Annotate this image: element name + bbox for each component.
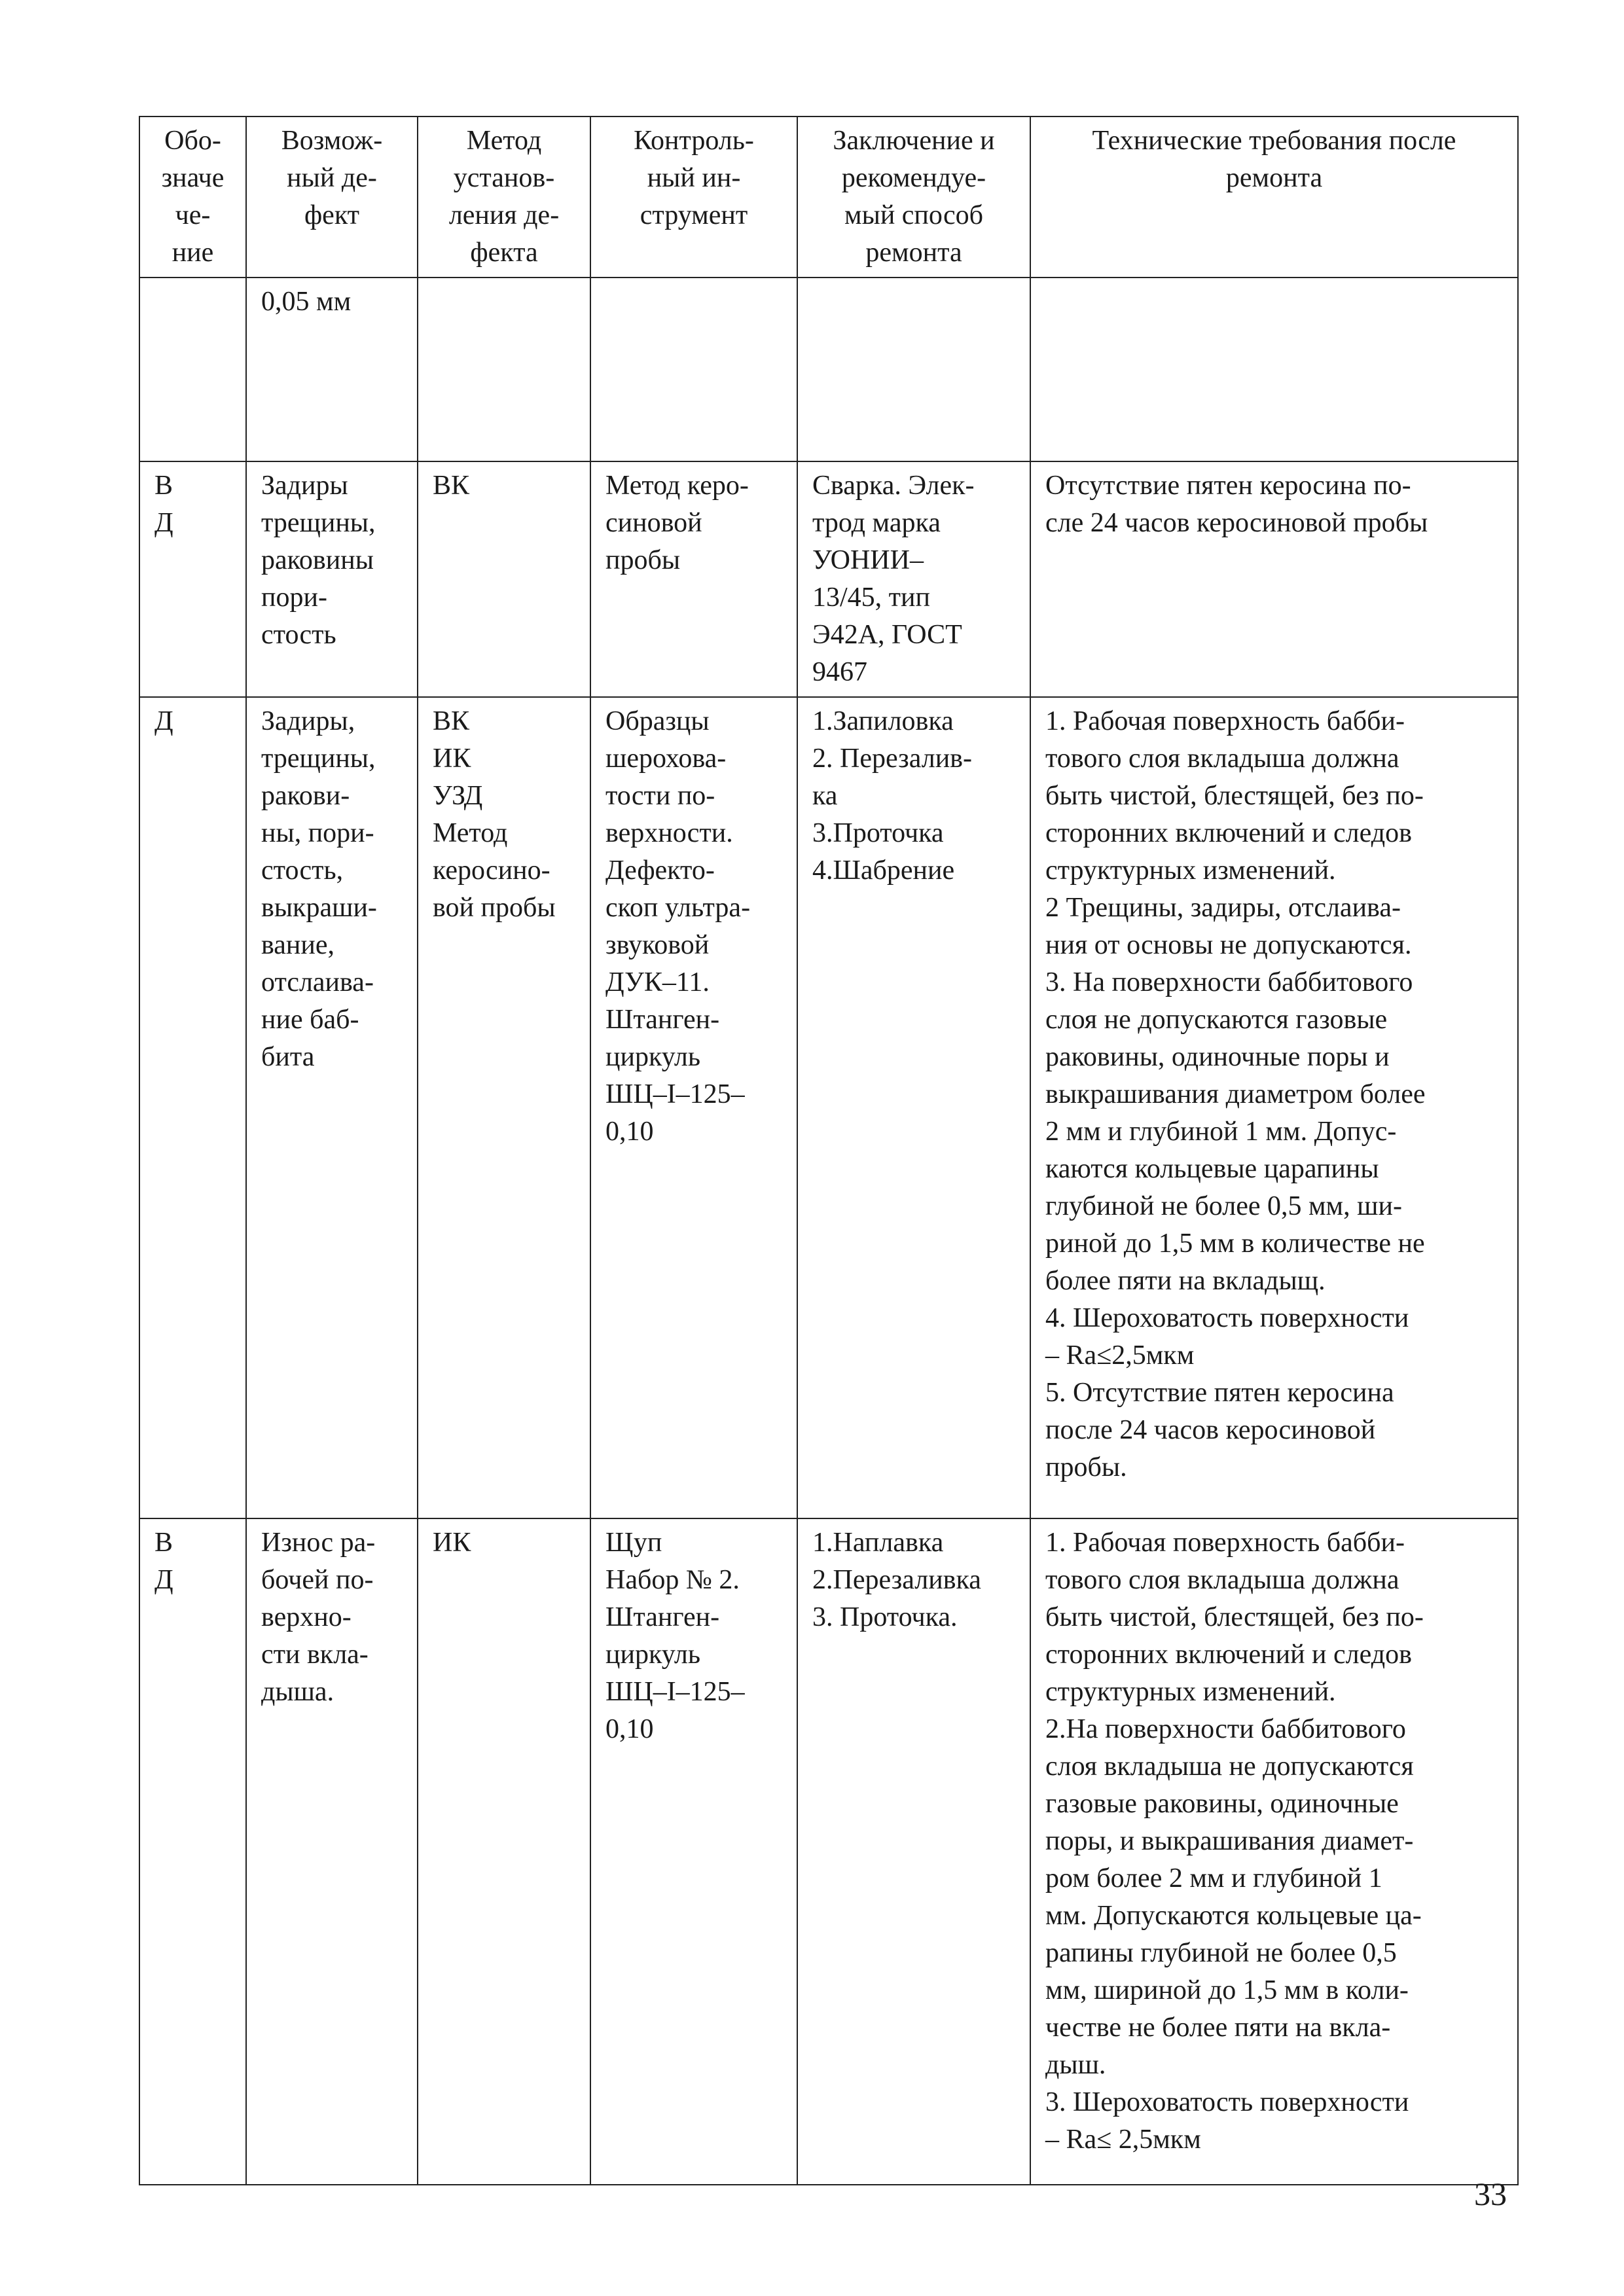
cell-possible-defect <box>246 697 418 1518</box>
cell-line: В <box>154 1528 173 1558</box>
cell-line: Образцы <box>605 706 710 736</box>
cell-line: ка <box>812 781 838 811</box>
cell-line: сти вкла- <box>261 1640 369 1670</box>
cell-line: ны, пори- <box>261 818 374 848</box>
header-row <box>139 117 1518 278</box>
cell-line: 2. Перезалив- <box>812 744 972 774</box>
cell-line: трещины, <box>261 744 376 774</box>
cell-line: 13/45, тип <box>812 583 930 613</box>
header-control-tool <box>590 117 797 278</box>
cell-line: шерохова- <box>605 744 727 774</box>
cell-designation <box>139 697 246 1518</box>
cell-line: пори- <box>261 583 327 613</box>
cell-line: ШЦ–I–125– <box>605 1079 745 1109</box>
cell-possible-defect <box>246 1518 418 2185</box>
cell-line: керосино- <box>433 855 550 886</box>
cell-line: мм, шириной до 1,5 мм в коли- <box>1045 1975 1409 2005</box>
cell-line: рекомендуе- <box>841 163 986 193</box>
cell-line: фект <box>304 200 360 230</box>
cell-line: Д <box>154 508 173 538</box>
cell-technical-requirements <box>1030 278 1518 461</box>
cell-line: поры, и выкрашивания диамет- <box>1045 1826 1414 1856</box>
cell-line: Метод <box>466 126 542 156</box>
cell-designation <box>139 461 246 697</box>
cell-line: Э42А, ГОСТ <box>812 620 962 650</box>
cell-line: стость, <box>261 855 344 886</box>
cell-line: пробы. <box>1045 1452 1127 1482</box>
cell-line: выкраши- <box>261 893 377 923</box>
cell-line: сторонних включений и следов <box>1045 1640 1412 1670</box>
cell-line: Возмож- <box>281 126 383 156</box>
cell-possible-defect <box>246 278 418 461</box>
header-detection-method <box>418 117 590 278</box>
cell-line: ния от основы не допускаются. <box>1045 930 1412 960</box>
cell-line: слоя не допускаются газовые <box>1045 1005 1388 1035</box>
cell-line: верхности. <box>605 818 733 848</box>
cell-line: верхно- <box>261 1602 352 1632</box>
cell-line: ДУК–11. <box>605 967 710 997</box>
cell-repair-conclusion <box>797 461 1030 697</box>
cell-line: пробы <box>605 545 681 575</box>
cell-repair-conclusion <box>797 1518 1030 2185</box>
cell-line: честве не более пяти на вкла- <box>1045 2013 1391 2043</box>
cell-line: 3.Проточка <box>812 818 944 848</box>
cell-line: ние <box>171 238 214 268</box>
cell-control-tool <box>590 461 797 697</box>
cell-line: установ- <box>453 163 555 193</box>
cell-detection-method <box>418 278 590 461</box>
cell-line: Набор № 2. <box>605 1565 740 1595</box>
cell-line: газовые раковины, одиночные <box>1045 1789 1399 1819</box>
cell-line: 3. На поверхности баббитового <box>1045 967 1413 997</box>
cell-line: 4. Шероховатость поверхности <box>1045 1303 1409 1333</box>
cell-line: скоп ультра- <box>605 893 751 923</box>
cell-line: 2 мм и глубиной 1 мм. Допус- <box>1045 1117 1397 1147</box>
cell-line: УЗД <box>433 781 483 811</box>
cell-detection-method <box>418 697 590 1518</box>
cell-line: риной до 1,5 мм в количестве не <box>1045 1229 1425 1259</box>
cell-line: 2.На поверхности баббитового <box>1045 1714 1406 1744</box>
cell-line: УОНИИ– <box>812 545 924 575</box>
cell-line: сторонних включений и следов <box>1045 818 1412 848</box>
cell-line: 0,05 мм <box>261 287 352 317</box>
cell-line: ИК <box>433 1528 471 1558</box>
cell-line: тового слоя вкладыша должна <box>1045 744 1399 774</box>
cell-line: Задиры, <box>261 706 355 736</box>
cell-line: ром более 2 мм и глубиной 1 <box>1045 1863 1382 1893</box>
cell-line: Заключение и <box>833 126 995 156</box>
cell-line: Контроль- <box>634 126 754 156</box>
cell-line: 1. Рабочая поверхность бабби- <box>1045 706 1405 736</box>
cell-line: ракови- <box>261 781 350 811</box>
cell-line: дыша. <box>261 1677 334 1707</box>
cell-line: циркуль <box>605 1042 701 1072</box>
table-row <box>139 1518 1518 2185</box>
cell-line: значе <box>161 163 225 193</box>
defect-table <box>139 116 1519 2185</box>
header-repair-conclusion <box>797 117 1030 278</box>
cell-line: Щуп <box>605 1528 662 1558</box>
cell-line: ИК <box>433 744 471 774</box>
cell-line: циркуль <box>605 1640 701 1670</box>
cell-line: 4.Шабрение <box>812 855 955 886</box>
cell-designation <box>139 278 246 461</box>
cell-line: Сварка. Элек- <box>812 471 975 501</box>
header-designation <box>139 117 246 278</box>
cell-line: структурных изменений. <box>1045 1677 1336 1707</box>
cell-detection-method <box>418 461 590 697</box>
cell-technical-requirements <box>1030 461 1518 697</box>
cell-line: Д <box>154 706 173 736</box>
cell-line: тости по- <box>605 781 715 811</box>
cell-line: Дефекто- <box>605 855 715 886</box>
cell-line: 1. Рабочая поверхность бабби- <box>1045 1528 1405 1558</box>
cell-line: ный ин- <box>647 163 741 193</box>
cell-line: ный де- <box>287 163 377 193</box>
cell-line: отслаива- <box>261 967 374 997</box>
header-technical-requirements <box>1030 117 1518 278</box>
cell-control-tool <box>590 278 797 461</box>
cell-line: 1.Наплавка <box>812 1528 944 1558</box>
cell-line: трод марка <box>812 508 941 538</box>
cell-line: мый способ <box>844 200 983 230</box>
cell-line: В <box>154 471 173 501</box>
cell-line: вание, <box>261 930 335 960</box>
cell-line: Обо- <box>164 126 221 156</box>
cell-line: структурных изменений. <box>1045 855 1336 886</box>
cell-line: струмент <box>640 200 748 230</box>
cell-control-tool <box>590 1518 797 2185</box>
cell-line: Метод <box>433 818 508 848</box>
cell-line: ШЦ–I–125– <box>605 1677 745 1707</box>
cell-line: 1.Запиловка <box>812 706 954 736</box>
cell-line: синовой <box>605 508 702 538</box>
cell-technical-requirements <box>1030 697 1518 1518</box>
cell-detection-method <box>418 1518 590 2185</box>
cell-control-tool <box>590 697 797 1518</box>
cell-line: 3. Шероховатость поверхности <box>1045 2087 1409 2117</box>
cell-line: ремонта <box>865 238 962 268</box>
cell-line: Отсутствие пятен керосина по- <box>1045 471 1411 501</box>
cell-line: Задиры <box>261 471 348 501</box>
cell-line: Технические требования после <box>1092 126 1456 156</box>
cell-line: тового слоя вкладыша должна <box>1045 1565 1399 1595</box>
cell-repair-conclusion <box>797 697 1030 1518</box>
cell-line: – Ra≤2,5мкм <box>1045 1340 1195 1371</box>
cell-line: ления де- <box>448 200 560 230</box>
cell-line: ремонта <box>1225 163 1323 193</box>
cell-line: 3. Проточка. <box>812 1602 958 1632</box>
cell-line: глубиной не более 0,5 мм, ши- <box>1045 1191 1402 1221</box>
page-number: 33 <box>1474 2176 1507 2212</box>
cell-line: ние баб- <box>261 1005 359 1035</box>
cell-line: стость <box>261 620 336 650</box>
cell-line: 2.Перезаливка <box>812 1565 981 1595</box>
cell-line: фекта <box>470 238 538 268</box>
header-possible-defect <box>246 117 418 278</box>
cell-line: раковины, одиночные поры и <box>1045 1042 1390 1072</box>
cell-technical-requirements <box>1030 1518 1518 2185</box>
cell-line: Д <box>154 1565 173 1595</box>
cell-designation <box>139 1518 246 2185</box>
cell-line: слоя вкладыша не допускаются <box>1045 1751 1414 1782</box>
cell-line: более пяти на вкладыщ. <box>1045 1266 1326 1296</box>
cell-line: бита <box>261 1042 315 1072</box>
cell-line: 5. Отсутствие пятен керосина <box>1045 1378 1394 1408</box>
table-row <box>139 697 1518 1518</box>
cell-line: бочей по- <box>261 1565 374 1595</box>
cell-line: после 24 часов керосиновой <box>1045 1415 1376 1445</box>
table-row <box>139 278 1518 461</box>
cell-line: сле 24 часов керосиновой пробы <box>1045 508 1428 538</box>
cell-possible-defect <box>246 461 418 697</box>
cell-line: 2 Трещины, задиры, отслаива- <box>1045 893 1401 923</box>
cell-line: 0,10 <box>605 1117 654 1147</box>
cell-line: дыш. <box>1045 2050 1106 2080</box>
cell-line: быть чистой, блестящей, без по- <box>1045 781 1424 811</box>
cell-line: ВК <box>433 471 470 501</box>
cell-line: мм. Допускаются кольцевые ца- <box>1045 1901 1422 1931</box>
cell-line: рапины глубиной не более 0,5 <box>1045 1938 1397 1968</box>
cell-line: вой пробы <box>433 893 556 923</box>
cell-line: быть чистой, блестящей, без по- <box>1045 1602 1424 1632</box>
cell-line: че- <box>175 200 211 230</box>
cell-line: Штанген- <box>605 1005 720 1035</box>
cell-line: – Ra≤ 2,5мкм <box>1045 2125 1201 2155</box>
cell-line: звуковой <box>605 930 710 960</box>
cell-line: выкрашивания диаметром более <box>1045 1079 1426 1109</box>
cell-line: Метод керо- <box>605 471 749 501</box>
cell-line: 9467 <box>812 657 867 687</box>
cell-line: Износ ра- <box>261 1528 376 1558</box>
cell-line: ВК <box>433 706 470 736</box>
cell-repair-conclusion <box>797 278 1030 461</box>
cell-line: раковины <box>261 545 374 575</box>
cell-line: каются кольцевые царапины <box>1045 1154 1379 1184</box>
cell-line: Штанген- <box>605 1602 720 1632</box>
table-row <box>139 461 1518 697</box>
cell-line: 0,10 <box>605 1714 654 1744</box>
cell-line: трещины, <box>261 508 376 538</box>
